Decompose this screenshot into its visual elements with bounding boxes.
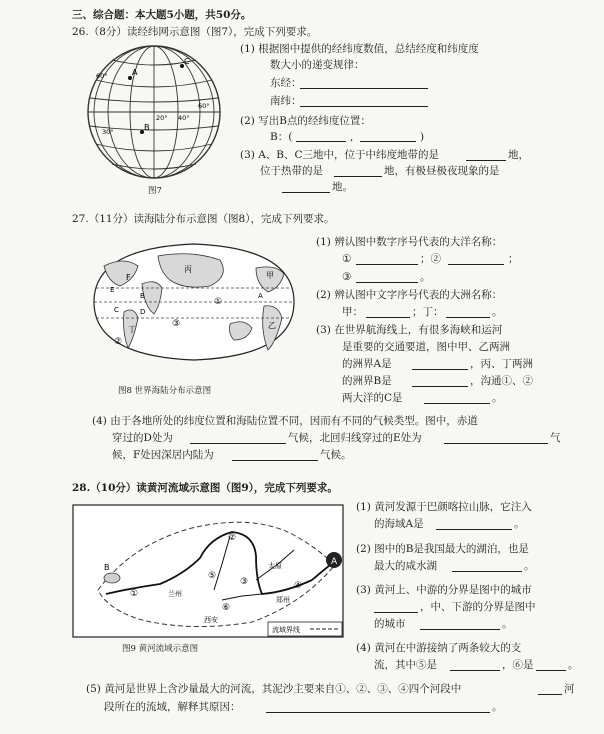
map-label-b: B bbox=[140, 292, 145, 300]
legend-label: 流域界线 bbox=[272, 626, 300, 634]
q27-2-ding: ；丁： bbox=[412, 306, 444, 318]
label-a: A bbox=[132, 68, 138, 77]
q28-4-end: 。 bbox=[568, 659, 579, 671]
q28-3-blank2[interactable] bbox=[420, 629, 500, 630]
river-label-a: A bbox=[331, 557, 338, 567]
q27-3-line4a: 的洲界B是 bbox=[342, 375, 392, 387]
yellow-river-figure bbox=[72, 504, 344, 638]
fig7-caption: 图7 bbox=[148, 186, 162, 196]
q27-2-blank1[interactable] bbox=[366, 317, 410, 318]
q28-5-blank1[interactable] bbox=[538, 694, 562, 695]
q26-3-blank3[interactable] bbox=[282, 192, 330, 193]
q26-2-blank1[interactable] bbox=[296, 141, 346, 142]
q28-4-line2a: 流，其中⑤是 bbox=[374, 659, 437, 671]
q27-4-blank3[interactable] bbox=[232, 460, 318, 461]
q27-1-o2: ；② bbox=[420, 253, 441, 265]
q28-3-line3: 的城市 bbox=[374, 618, 406, 630]
q27-3-line2: 是重要的交通要道，图中甲、乙两洲 bbox=[342, 341, 510, 353]
label-lon60: 60° bbox=[198, 102, 210, 110]
q26-3-line2b: 地，有极昼极夜现象的是 bbox=[384, 165, 500, 177]
q28-3-blank1[interactable] bbox=[374, 612, 418, 613]
q27-1-o1: ① bbox=[342, 253, 352, 265]
city-taiyuan: 太原 bbox=[268, 562, 282, 570]
map-label-ocean2: ② bbox=[114, 337, 123, 347]
q27-4-line2a: 穿过的D处为 bbox=[112, 432, 173, 444]
q27-2-line1: (2) 辨认图中文字序号代表的大洲名称： bbox=[316, 289, 503, 301]
map-label-a: A bbox=[258, 292, 263, 300]
q26-3-line2a: 位于热带的是 bbox=[260, 165, 323, 177]
q28-5-he: 河 bbox=[564, 683, 575, 695]
map-label-yi: 乙 bbox=[268, 321, 276, 330]
river-label-4: ④ bbox=[294, 581, 303, 591]
q27-1-semi: ； bbox=[508, 253, 519, 265]
q28-3-line2: ，中、下游的分界是图中 bbox=[420, 601, 536, 613]
river-label-3: ③ bbox=[240, 577, 249, 587]
q27-1-blank2[interactable] bbox=[448, 264, 504, 265]
river-label-6: ⑥ bbox=[222, 603, 231, 613]
river-label-1: ① bbox=[130, 589, 139, 599]
q27-3-blank3[interactable] bbox=[424, 403, 490, 404]
label-lat60: 60° bbox=[96, 72, 108, 80]
q27-3-line1: (3) 在世界航海线上，有很多海峡和运河 bbox=[316, 324, 503, 336]
q27-4-blank2[interactable] bbox=[444, 443, 548, 444]
q28-stem: 28.（10分）读黄河流域示意图（图9），完成下列要求。 bbox=[72, 482, 338, 494]
q28-4-line2b: ，⑥是 bbox=[502, 659, 534, 671]
q27-stem: 27.（11分）读海陆分布示意图（图8），完成下列要求。 bbox=[72, 213, 335, 225]
q26-1-south-label: 南纬： bbox=[270, 95, 302, 107]
q28-5-line1: (5) 黄河是世界上含沙量最大的河流，其泥沙主要来自①、②、③、④四个河段中 bbox=[86, 683, 462, 695]
map-label-c: C bbox=[114, 306, 119, 314]
river-label-5: ⑤ bbox=[208, 571, 217, 581]
label-lon20: 20° bbox=[156, 114, 168, 122]
q26-3-blank2[interactable] bbox=[334, 176, 382, 177]
q27-3-blank1[interactable] bbox=[412, 369, 468, 370]
label-lon40: 40° bbox=[178, 114, 190, 122]
map-label-ding: 丁 bbox=[128, 325, 136, 334]
q27-3-end: 。 bbox=[492, 392, 503, 404]
q27-1-o3: ③ bbox=[342, 271, 352, 283]
q26-1-line1: (1) 根据图中提供的经纬度数值，总结经度和纬度度 bbox=[240, 43, 479, 55]
city-xian: 西安 bbox=[204, 616, 218, 624]
q27-4-line3a: 候，F处因深居内陆为 bbox=[112, 449, 214, 461]
q28-1-line1: (1) 黄河发源于巴颜喀拉山脉，它注入 bbox=[356, 501, 532, 513]
q26-2-blank2[interactable] bbox=[360, 141, 416, 142]
q26-3-di1: 地， bbox=[508, 149, 529, 161]
q27-2-end: 。 bbox=[492, 306, 503, 318]
map-label-ocean1: ① bbox=[214, 297, 223, 307]
q26-2-comma: , bbox=[350, 131, 354, 143]
q26-2-b-label: B：( bbox=[270, 131, 293, 143]
q28-1-blank[interactable] bbox=[436, 529, 512, 530]
q28-5-line2: 段所在的流域，解释其原因： bbox=[104, 701, 241, 713]
q27-4-qi: 气 bbox=[550, 432, 561, 444]
q28-1-end: 。 bbox=[514, 518, 525, 530]
q27-4-end: 气候。 bbox=[320, 449, 352, 461]
q27-4-line2b: 气候，北回归线穿过的E处为 bbox=[288, 432, 422, 444]
q28-2-line1: (2) 图中的B是我国最大的湖泊，也是 bbox=[356, 543, 529, 555]
q27-1-line1: (1) 辨认图中数字序号代表的大洋名称： bbox=[316, 236, 503, 248]
city-zhengzhou: 郑州 bbox=[276, 596, 290, 604]
river-label-2: ② bbox=[228, 533, 237, 543]
q27-3-line3b: ，丙、丁两洲 bbox=[470, 358, 533, 370]
map-label-e: E bbox=[110, 286, 115, 294]
label-c: C bbox=[184, 57, 190, 66]
label-b: B bbox=[144, 123, 150, 132]
q27-4-line1: (4) 由于各地所处的纬度位置和海陆位置不同，因而有不同的气候类型。图中，赤道 bbox=[92, 415, 478, 427]
q28-4-blank1[interactable] bbox=[450, 670, 500, 671]
q28-1-line2: 的海域A是 bbox=[374, 518, 424, 530]
section-title: 三、综合题：本大题5小题，共50分。 bbox=[72, 9, 252, 21]
q26-1-east-label: 东经： bbox=[270, 77, 302, 89]
q26-1-line2: 数大小的递变规律： bbox=[270, 59, 365, 71]
q28-2-end: 。 bbox=[524, 560, 535, 572]
q27-1-blank3[interactable] bbox=[356, 282, 418, 283]
q26-1-south-blank[interactable] bbox=[300, 106, 428, 107]
q27-2-blank2[interactable] bbox=[446, 317, 490, 318]
q26-2-line1: (2) 写出B点的经纬度位置： bbox=[240, 115, 371, 127]
q28-3-end: 。 bbox=[502, 618, 513, 630]
q27-3-line4b: ，沟通①、② bbox=[470, 375, 533, 387]
q26-2-close: ) bbox=[420, 131, 425, 143]
q28-2-blank[interactable] bbox=[452, 571, 522, 572]
map-label-jia: 甲 bbox=[266, 271, 274, 280]
q26-3-di3: 地。 bbox=[332, 181, 353, 193]
q27-1-end: 。 bbox=[420, 271, 431, 283]
map-label-ocean3: ③ bbox=[172, 319, 181, 329]
q28-3-line1: (3) 黄河上、中游的分界是图中的城市 bbox=[356, 584, 532, 596]
label-lat30: 30° bbox=[102, 128, 114, 136]
q26-1-east-blank[interactable] bbox=[300, 88, 428, 89]
map-label-bing: 丙 bbox=[184, 265, 192, 274]
q26-stem: 26.（8分）读经纬网示意图（图7），完成下列要求。 bbox=[72, 26, 318, 38]
q28-4-line1: (4) 黄河在中游接纳了两条较大的支 bbox=[356, 642, 522, 654]
world-map-figure bbox=[80, 232, 308, 384]
q27-3-line5a: 两大洋的C是 bbox=[342, 392, 403, 404]
globe-figure bbox=[82, 42, 228, 188]
fig9-caption: 图9 黄河流域示意图 bbox=[122, 644, 199, 654]
river-label-b: B bbox=[104, 563, 110, 572]
q27-1-blank1[interactable] bbox=[356, 264, 418, 265]
q28-5-end: 。 bbox=[492, 701, 503, 713]
q27-3-line3a: 的洲界A是 bbox=[342, 358, 392, 370]
map-label-f: F bbox=[126, 273, 131, 282]
fig8-caption: 图8 世界海陆分布示意图 bbox=[118, 386, 212, 396]
city-lanzhou: 兰州 bbox=[168, 590, 182, 598]
q28-2-line2: 最大的咸水湖 bbox=[374, 560, 437, 572]
q26-3-line1: (3) A、B、C三地中，位于中纬度地带的是 bbox=[240, 149, 440, 161]
q27-2-jia: 甲： bbox=[342, 306, 363, 318]
q27-3-blank2[interactable] bbox=[412, 386, 468, 387]
q26-3-blank1[interactable] bbox=[466, 160, 506, 161]
q28-5-blank2[interactable] bbox=[266, 712, 490, 713]
q27-4-blank1[interactable] bbox=[190, 443, 286, 444]
q28-4-blank2[interactable] bbox=[536, 670, 566, 671]
map-label-d: D bbox=[140, 308, 146, 316]
